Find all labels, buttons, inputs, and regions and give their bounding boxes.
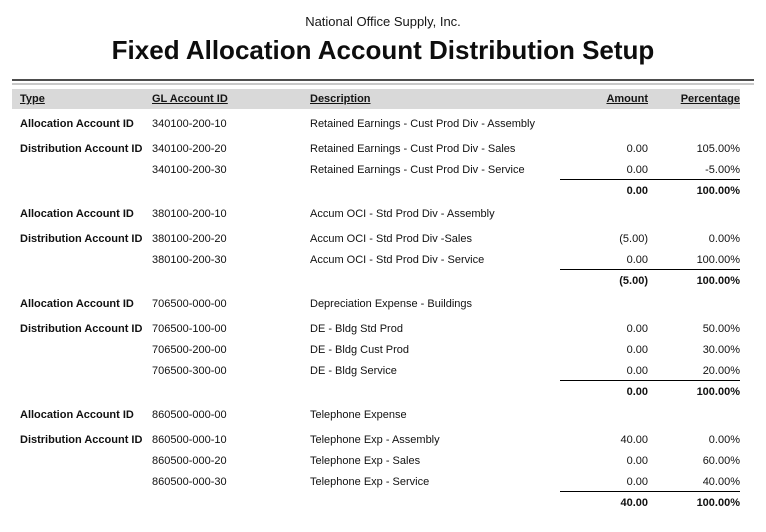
row-type xyxy=(20,451,152,472)
row-type: Allocation Account ID xyxy=(20,118,134,130)
row-account-id: 860500-000-00 xyxy=(152,409,227,421)
row-amount: 0.00 xyxy=(626,455,648,467)
table-row xyxy=(12,160,740,181)
table-row xyxy=(12,139,740,160)
row-type xyxy=(20,493,152,514)
row-type xyxy=(20,340,152,361)
row-percentage: 20.00% xyxy=(648,361,740,381)
allocation-table xyxy=(12,89,766,514)
row-account-id: 706500-200-00 xyxy=(152,344,227,356)
row-amount: 0.00 xyxy=(626,185,648,197)
row-description xyxy=(310,493,560,514)
row-account-id xyxy=(152,271,310,292)
table-row xyxy=(12,430,740,451)
row-amount xyxy=(560,114,648,135)
row-type xyxy=(20,160,152,181)
row-amount: 40.00 xyxy=(620,497,648,509)
row-type xyxy=(20,382,152,403)
row-account-id: 706500-300-00 xyxy=(152,365,227,377)
account-group xyxy=(12,204,766,292)
account-group xyxy=(12,405,766,514)
row-percentage: 0.00% xyxy=(708,434,740,446)
row-percentage: 60.00% xyxy=(702,455,740,467)
row-account-id: 380100-200-30 xyxy=(152,254,227,266)
table-row xyxy=(12,472,740,493)
row-percentage: 100.00% xyxy=(648,250,740,270)
row-description: DE - Bldg Cust Prod xyxy=(310,344,410,356)
column-header-type: Type xyxy=(20,93,45,105)
row-account-id: 340100-200-10 xyxy=(152,118,227,130)
row-percentage: 100.00% xyxy=(696,386,740,398)
row-amount: (5.00) xyxy=(619,275,648,287)
account-group xyxy=(12,294,766,403)
row-account-id: 860500-000-30 xyxy=(152,476,227,488)
row-percentage: -5.00% xyxy=(648,160,740,180)
row-percentage: 50.00% xyxy=(702,323,740,335)
row-description: Accum OCI - Std Prod Div - Service xyxy=(310,254,485,266)
table-row xyxy=(12,361,740,382)
table-row xyxy=(12,405,740,426)
row-description xyxy=(310,271,560,292)
row-description: DE - Bldg Service xyxy=(310,365,397,377)
row-description: DE - Bldg Std Prod xyxy=(310,323,403,335)
row-percentage xyxy=(648,204,740,225)
total-row xyxy=(12,382,740,403)
row-percentage: 100.00% xyxy=(696,185,740,197)
table-row xyxy=(12,204,740,225)
row-amount: 40.00 xyxy=(620,434,648,446)
total-row xyxy=(12,271,740,292)
row-account-id: 380100-200-20 xyxy=(152,233,227,245)
row-amount: 0.00 xyxy=(626,386,648,398)
row-amount xyxy=(560,204,648,225)
row-percentage xyxy=(648,294,740,315)
row-account-id: 380100-200-10 xyxy=(152,208,227,220)
total-row xyxy=(12,493,740,514)
row-percentage: 100.00% xyxy=(696,275,740,287)
row-account-id: 706500-100-00 xyxy=(152,323,227,335)
row-type: Distribution Account ID xyxy=(20,233,143,245)
row-description: Telephone Exp - Sales xyxy=(310,455,421,467)
row-amount: 0.00 xyxy=(560,472,648,492)
row-description: Retained Earnings - Cust Prod Div - Sales xyxy=(310,143,516,155)
table-row xyxy=(12,294,740,315)
row-description: Accum OCI - Std Prod Div - Assembly xyxy=(310,208,495,220)
row-account-id: 860500-000-20 xyxy=(152,455,227,467)
header-divider xyxy=(12,79,754,85)
row-percentage: 0.00% xyxy=(708,233,740,245)
row-description: Retained Earnings - Cust Prod Div - Assembly xyxy=(310,118,535,130)
table-header-row xyxy=(12,89,740,109)
row-type: Distribution Account ID xyxy=(20,323,143,335)
account-group xyxy=(12,114,766,202)
table-row xyxy=(12,229,740,250)
table-row xyxy=(12,340,740,361)
column-header-amount: Amount xyxy=(606,93,648,105)
report-header xyxy=(0,0,766,66)
row-type xyxy=(20,271,152,292)
row-account-id: 860500-000-10 xyxy=(152,434,227,446)
row-description: Accum OCI - Std Prod Div -Sales xyxy=(310,233,472,245)
row-account-id xyxy=(152,382,310,403)
row-description: Retained Earnings - Cust Prod Div - Service xyxy=(310,164,525,176)
row-type: Allocation Account ID xyxy=(20,298,134,310)
row-amount: 0.00 xyxy=(560,250,648,270)
row-description: Depreciation Expense - Buildings xyxy=(310,298,473,310)
table-row xyxy=(12,451,740,472)
company-name: National Office Supply, Inc. xyxy=(305,14,461,29)
total-row xyxy=(12,181,740,202)
row-percentage xyxy=(648,114,740,135)
row-account-id xyxy=(152,493,310,514)
row-amount: 0.00 xyxy=(626,143,648,155)
row-type: Allocation Account ID xyxy=(20,208,134,220)
row-amount: (5.00) xyxy=(619,233,648,245)
row-amount: 0.00 xyxy=(560,160,648,180)
row-amount: 0.00 xyxy=(626,344,648,356)
column-header-percentage: Percentage xyxy=(680,93,740,105)
table-row xyxy=(12,114,740,135)
row-amount: 0.00 xyxy=(626,323,648,335)
row-account-id: 340100-200-30 xyxy=(152,164,227,176)
table-row xyxy=(12,319,740,340)
row-percentage: 40.00% xyxy=(648,472,740,492)
row-amount xyxy=(560,294,648,315)
table-row xyxy=(12,250,740,271)
row-type xyxy=(20,361,152,382)
row-account-id xyxy=(152,181,310,202)
table-body xyxy=(12,114,766,514)
row-amount: 0.00 xyxy=(560,361,648,381)
page-title: Fixed Allocation Account Distribution Setup xyxy=(111,35,655,65)
row-description xyxy=(310,181,560,202)
row-type: Allocation Account ID xyxy=(20,409,134,421)
row-type xyxy=(20,181,152,202)
column-header-gl-account-id: GL Account ID xyxy=(152,93,228,105)
row-account-id: 340100-200-20 xyxy=(152,143,227,155)
row-type: Distribution Account ID xyxy=(20,434,143,446)
row-percentage: 105.00% xyxy=(696,143,740,155)
column-header-description: Description xyxy=(310,93,371,105)
row-percentage: 30.00% xyxy=(702,344,740,356)
row-description: Telephone Expense xyxy=(310,409,407,421)
row-account-id: 706500-000-00 xyxy=(152,298,227,310)
row-type xyxy=(20,250,152,271)
row-type xyxy=(20,472,152,493)
row-type: Distribution Account ID xyxy=(20,143,143,155)
row-percentage xyxy=(648,405,740,426)
row-description: Telephone Exp - Service xyxy=(310,476,430,488)
row-amount xyxy=(560,405,648,426)
row-description: Telephone Exp - Assembly xyxy=(310,434,440,446)
row-description xyxy=(310,382,560,403)
row-percentage: 100.00% xyxy=(696,497,740,509)
